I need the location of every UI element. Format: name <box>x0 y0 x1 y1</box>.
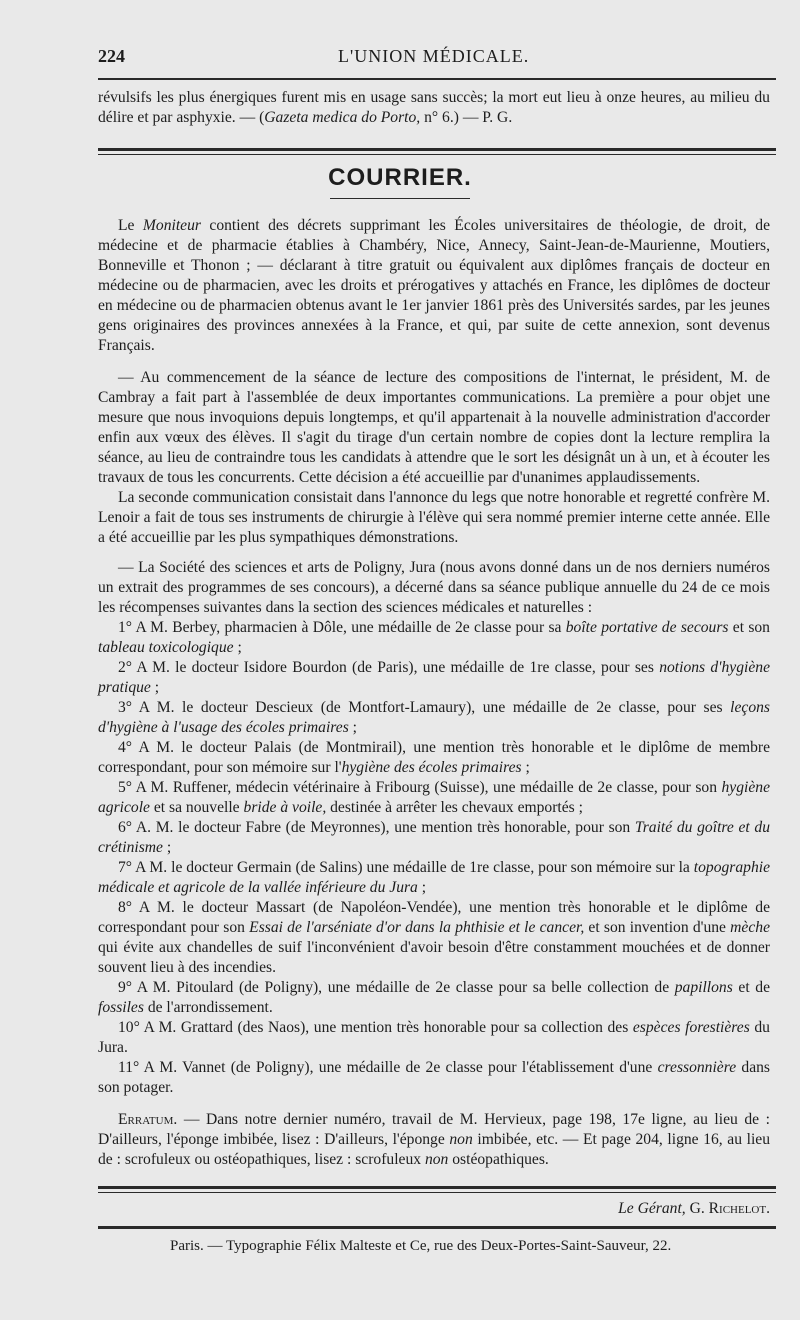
erratum-label: Erratum. <box>118 1111 178 1128</box>
header-rule <box>98 78 776 80</box>
page-number: 224 <box>98 46 125 66</box>
award-item: 11° A M. Vannet (de Poligny), une médaille de 2e classe pour l'établissement d'une cressonnière dans son potager. <box>98 1059 771 1096</box>
award-item: 4° A M. le docteur Palais (de Montmirail), une mention très honorable et le diplôme de membre correspondant, pour son mémoire sur l'hygiène des écoles primaires ; <box>98 739 770 776</box>
award-item: 9° A M. Pitoulard (de Poligny), une médaille de 2e classe pour sa belle collection de papillons et de fossiles de l'arrondissement. <box>98 979 770 1016</box>
award-item: 7° A M. le docteur Germain (de Salins) une médaille de 1re classe, pour son mémoire sur la topographie médicale et agricole de la vallée inférieure du Jura ; <box>98 859 770 896</box>
award-item: 6° A. M. le docteur Fabre (de Meyronnes), une mention très honorable, pour son Traité du goître et du crétinisme ; <box>98 819 771 856</box>
paragraph-internat: — Au commencement de la séance de lecture des compositions de l'internat, le président, M. de Cambray a fait part à l'assemblée de deux importantes communications. La première a pour objet une mesure que nous invoquions depuis longtemps, et qu'il appartenait à la nouvelle administration d'accorder enfin aux vœux des élèves. Il s'agit du tirage d'un certain nombre de copies dont la lecture remplira la séance, au lieu de contraindre tous les candidats à attendre que le sort les désignât un à un, et à écouter les travaux de tous les concurrents. Cette décision a été accueillie par d'unanimes applaudissements. <box>98 369 770 486</box>
top-line-2-prefix: au milieu du délire et par asphyxie. — ( <box>98 89 770 126</box>
section-double-rule <box>98 148 776 151</box>
imprint: Paris. — Typographie Félix Malteste et Ce, rue des Deux-Portes-Saint-Sauveur, 22. <box>170 1238 672 1254</box>
source-citation: Gazeta medica do Porto, <box>264 109 421 126</box>
award-item: 2° A M. le docteur Isidore Bourdon (de Paris), une médaille de 1re classe, pour ses notions d'hygiène pratique ; <box>98 659 770 696</box>
top-line-2-suffix: n° 6.) — P. G. <box>420 109 513 126</box>
paragraph-lenoir: La seconde communication consistait dans l'annonce du legs que notre honorable et regretté confrère M. Lenoir a fait de tous ses instruments de chirurgie à l'élève qui sera nommé premier interne cette année. Elle a été accueillie par les plus sympathiques démonstrations. <box>98 489 770 546</box>
award-item: 8° A M. le docteur Massart (de Napoléon-Vendée), une mention très honorable et le diplôme de correspondant pour son Essai de l'arséniate d'or dans la phthisie et le cancer, et son invention d'une mèche qui évite aux chandelles de suif l'inconvénient d'avoir besoin d'être constamment mouchées et de donner souvent lieu à des incendies. <box>98 899 770 976</box>
section-rule-thin <box>98 154 776 155</box>
paragraph-poligny: — La Société des sciences et arts de Poligny, Jura (nous avons donné dans un de nos derniers numéros un extrait des programmes de ses concours), a décerné dans sa séance publique annuelle du 24 de ce mois les récompenses suivantes dans la section des sciences médicales et naturelles : <box>98 559 770 616</box>
running-title: L'UNION MÉDICALE. <box>338 46 530 66</box>
top-line-1: révulsifs les plus énergiques furent mis en usage sans succès; la mort eut lieu à onze heures, <box>98 89 686 106</box>
signature <box>618 1200 770 1218</box>
signature-name: G. Richelot. <box>685 1200 770 1217</box>
moniteur-title: Moniteur <box>142 217 201 234</box>
paragraph-decrees: Le Moniteur contient des décrets supprimant les Écoles universitaires de théologie, de droit, de médecine et de pharmacie établies à Chambéry, Nice, Annecy, Saint-Jean-de-Maurienne, Moutiers, Bonneville et Thonon ; — déclarant à titre gratuit ou équivalent aux diplômes français de docteur en médecine ou de pharmacien, avec les droits et prérogatives y attachés en France, les diplômes de docteur en médecine ou de pharmacien obtenus avant le 1er janvier 1861 près des Universités sardes, par les jeunes gens originaires des provinces annexées à la France, et qui, par suite de cette annexion, sont devenus Français. <box>98 217 770 354</box>
award-item: 5° A M. Ruffener, médecin vétérinaire à Fribourg (Suisse), une médaille de 2e classe, pour son hygiène agricole et sa nouvelle bride à voile, destinée à arrêter les chevaux emportés ; <box>98 779 770 816</box>
article-body <box>98 216 770 1170</box>
award-item: 10° A M. Grattard (des Naos), une mention très honorable pour sa collection des espèces forestières du Jura. <box>98 1019 770 1056</box>
award-item: 3° A M. le docteur Descieux (de Montfort-Lamaury), une médaille de 2e classe, pour ses leçons d'hygiène à l'usage des écoles primaires ; <box>98 699 770 736</box>
award-item: 1° A M. Berbey, pharmacien à Dôle, une médaille de 2e classe pour sa boîte portative de secours et son tableau toxicologique ; <box>98 619 770 656</box>
erratum-paragraph: Erratum. — Dans notre dernier numéro, travail de M. Hervieux, page 198, 17e ligne, au lieu de : D'ailleurs, l'éponge imbibée, lisez : D'ailleurs, l'éponge non imbibée, etc. — Et page 204, ligne 16, au lieu de : scrofuleux ou ostéopathiques, lisez : scrofuleux non ostéopathiques. <box>98 1111 770 1168</box>
awards-list <box>98 618 770 1098</box>
footer-double-rule <box>98 1186 776 1189</box>
title-rule <box>330 198 470 199</box>
top-paragraph <box>98 88 770 128</box>
page-header <box>98 44 778 74</box>
section-title: COURRIER. <box>328 164 472 191</box>
footer-rule-thin <box>98 1192 776 1193</box>
signature-label: Le Gérant, <box>618 1200 686 1217</box>
imprint-rule <box>98 1226 776 1229</box>
